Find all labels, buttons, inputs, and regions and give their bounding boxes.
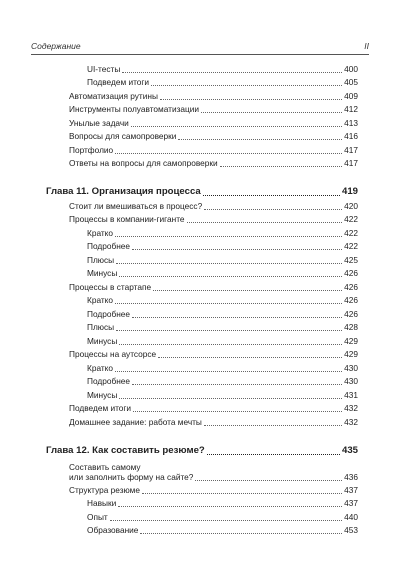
- toc-entry-page: 431: [344, 390, 358, 400]
- toc-entry-page: 400: [344, 64, 358, 74]
- toc-entry-label: Процессы на аутсорсе: [69, 349, 157, 359]
- dot-leader: [119, 398, 342, 399]
- dot-leader: [158, 357, 342, 358]
- dot-leader: [201, 112, 342, 113]
- toc-entry[interactable]: [87, 78, 358, 88]
- toc-entry-page: 409: [344, 91, 358, 101]
- toc-entry-label: Подведем итоги: [69, 403, 132, 413]
- toc-entry-page: 426: [344, 309, 358, 319]
- dot-leader: [151, 85, 342, 86]
- toc-chapter[interactable]: [46, 445, 358, 457]
- toc-entry-page: 426: [344, 295, 358, 305]
- toc-entry-page: 428: [344, 322, 358, 332]
- dot-leader: [132, 317, 342, 318]
- toc-entry[interactable]: [69, 202, 358, 212]
- toc-entry[interactable]: [87, 391, 358, 401]
- dot-leader: [116, 263, 342, 264]
- toc-entry[interactable]: [69, 92, 358, 102]
- toc-entry-label: Инструменты полуавтоматизации: [69, 104, 200, 114]
- toc-entry-label: Глава 12. Как составить резюме?: [46, 445, 205, 456]
- toc-entry-page: 425: [344, 255, 358, 265]
- page-number: II: [364, 41, 369, 51]
- toc-entry[interactable]: [87, 377, 358, 387]
- toc-entry-page: 420: [344, 201, 358, 211]
- toc-entry[interactable]: [69, 119, 358, 129]
- toc-entry-label: Глава 11. Организация процесса: [46, 186, 201, 197]
- toc-entry-label: Унылые задачи: [69, 118, 129, 128]
- dot-leader: [204, 425, 342, 426]
- dot-leader: [119, 276, 342, 277]
- toc-entry[interactable]: [87, 364, 358, 374]
- toc-entry[interactable]: [87, 337, 358, 347]
- dot-leader: [207, 454, 340, 455]
- toc-entry[interactable]: [69, 146, 358, 156]
- dot-leader: [195, 480, 342, 481]
- toc-entry[interactable]: [69, 404, 358, 414]
- toc-entry[interactable]: [69, 418, 358, 428]
- toc-entry-label: Образование: [87, 525, 139, 535]
- toc-entry-page: 413: [344, 118, 358, 128]
- toc-entry-label: Минусы: [87, 336, 118, 346]
- toc-entry[interactable]: [69, 132, 358, 142]
- toc-entry-page: 435: [341, 445, 358, 456]
- dot-leader: [115, 153, 342, 154]
- toc-entry-page: 426: [344, 268, 358, 278]
- toc-entry-label: UI-тесты: [87, 64, 121, 74]
- dot-leader: [140, 533, 342, 534]
- toc-entry-page: 416: [344, 131, 358, 141]
- toc-entry-page: 419: [341, 186, 358, 197]
- running-header-title: Содержание: [31, 41, 81, 51]
- toc-entry-label: Автоматизация рутины: [69, 91, 158, 101]
- toc-entry-page: 429: [344, 349, 358, 359]
- dot-leader: [142, 493, 342, 494]
- dot-leader: [160, 99, 342, 100]
- dot-leader: [220, 166, 343, 167]
- dot-leader: [153, 290, 342, 291]
- toc-entry[interactable]: [69, 105, 358, 115]
- toc-entry-page: 432: [344, 403, 358, 413]
- dot-leader: [118, 506, 342, 507]
- toc-chapter[interactable]: [46, 186, 358, 198]
- toc-entry[interactable]: [69, 350, 358, 360]
- dot-leader: [203, 195, 340, 196]
- toc-entry[interactable]: [87, 256, 358, 266]
- toc-entry-page: 429: [344, 336, 358, 346]
- toc-entry-page: 417: [344, 145, 358, 155]
- toc-entry-label: Кратко: [87, 228, 114, 238]
- toc-entry-label: Минусы: [87, 268, 118, 278]
- toc-entry[interactable]: [87, 242, 358, 252]
- toc-entry-label: Навыки: [87, 498, 117, 508]
- toc-entry-page: 437: [344, 485, 358, 495]
- toc-entry-label: Подробнее: [87, 241, 131, 251]
- dot-leader: [115, 371, 342, 372]
- toc-entry[interactable]: [69, 462, 358, 483]
- dot-leader: [122, 72, 342, 73]
- toc-entry-label: Плюсы: [87, 322, 115, 332]
- dot-leader: [204, 209, 342, 210]
- dot-leader: [133, 411, 342, 412]
- toc-entry[interactable]: [69, 159, 358, 169]
- toc-entry-page: 430: [344, 363, 358, 373]
- toc-entry-label: Вопросы для самопроверки: [69, 131, 177, 141]
- toc-entry-page: 422: [344, 214, 358, 224]
- toc-entry-page: 430: [344, 376, 358, 386]
- dot-leader: [132, 249, 342, 250]
- toc-entry[interactable]: [69, 486, 358, 496]
- toc-entry[interactable]: [87, 499, 358, 509]
- toc-entry-label: Опыт: [87, 512, 108, 522]
- toc-entry[interactable]: [87, 323, 358, 333]
- toc-entry-page: 422: [344, 241, 358, 251]
- toc-entry-label: Минусы: [87, 390, 118, 400]
- toc-entry-label: Составить самому или заполнить форму на сайте?: [69, 462, 194, 483]
- toc-entry-page: 436: [344, 471, 358, 482]
- toc-entry[interactable]: [87, 310, 358, 320]
- toc-entry-label: Процессы в компании-гиганте: [69, 214, 185, 224]
- toc-entry-label: Подведем итоги: [87, 77, 150, 87]
- dot-leader: [132, 384, 342, 385]
- toc-entry-label: Ответы на вопросы для самопроверки: [69, 158, 218, 168]
- toc-entry[interactable]: [87, 65, 358, 75]
- toc-entry[interactable]: [87, 229, 358, 239]
- toc-entry-label: Подробнее: [87, 309, 131, 319]
- toc-entry-page: 412: [344, 104, 358, 114]
- toc-entry-page: 437: [344, 498, 358, 508]
- toc-entry-label: Плюсы: [87, 255, 115, 265]
- dot-leader: [115, 303, 342, 304]
- toc-entry-page: 453: [344, 525, 358, 535]
- toc-entry-label: Домашнее задание: работа мечты: [69, 417, 202, 427]
- toc-entry[interactable]: [69, 215, 358, 225]
- toc-entry-page: 440: [344, 512, 358, 522]
- dot-leader: [110, 520, 342, 521]
- toc-entry-label: Структура резюме: [69, 485, 140, 495]
- toc-entry[interactable]: [87, 296, 358, 306]
- toc-entry[interactable]: [87, 513, 358, 523]
- toc-entry-label: Кратко: [87, 363, 114, 373]
- dot-leader: [187, 222, 343, 223]
- dot-leader: [131, 126, 342, 127]
- toc-entry-page: 426: [344, 282, 358, 292]
- dot-leader: [116, 330, 342, 331]
- toc-entry-label: Подробнее: [87, 376, 131, 386]
- toc-entry-label: Портфолио: [69, 145, 114, 155]
- toc-entry[interactable]: [87, 269, 358, 279]
- toc-entry-label: Процессы в стартапе: [69, 282, 152, 292]
- toc-entry[interactable]: [87, 526, 358, 536]
- toc-entry[interactable]: [69, 283, 358, 293]
- dot-leader: [119, 344, 342, 345]
- toc-entry-page: 405: [344, 77, 358, 87]
- dot-leader: [178, 139, 342, 140]
- toc-entry-label: Стоит ли вмешиваться в процесс?: [69, 201, 203, 211]
- toc-entry-label: Кратко: [87, 295, 114, 305]
- toc-entry-page: 417: [344, 158, 358, 168]
- dot-leader: [115, 236, 342, 237]
- toc-entry-page: 432: [344, 417, 358, 427]
- toc-entry-page: 422: [344, 228, 358, 238]
